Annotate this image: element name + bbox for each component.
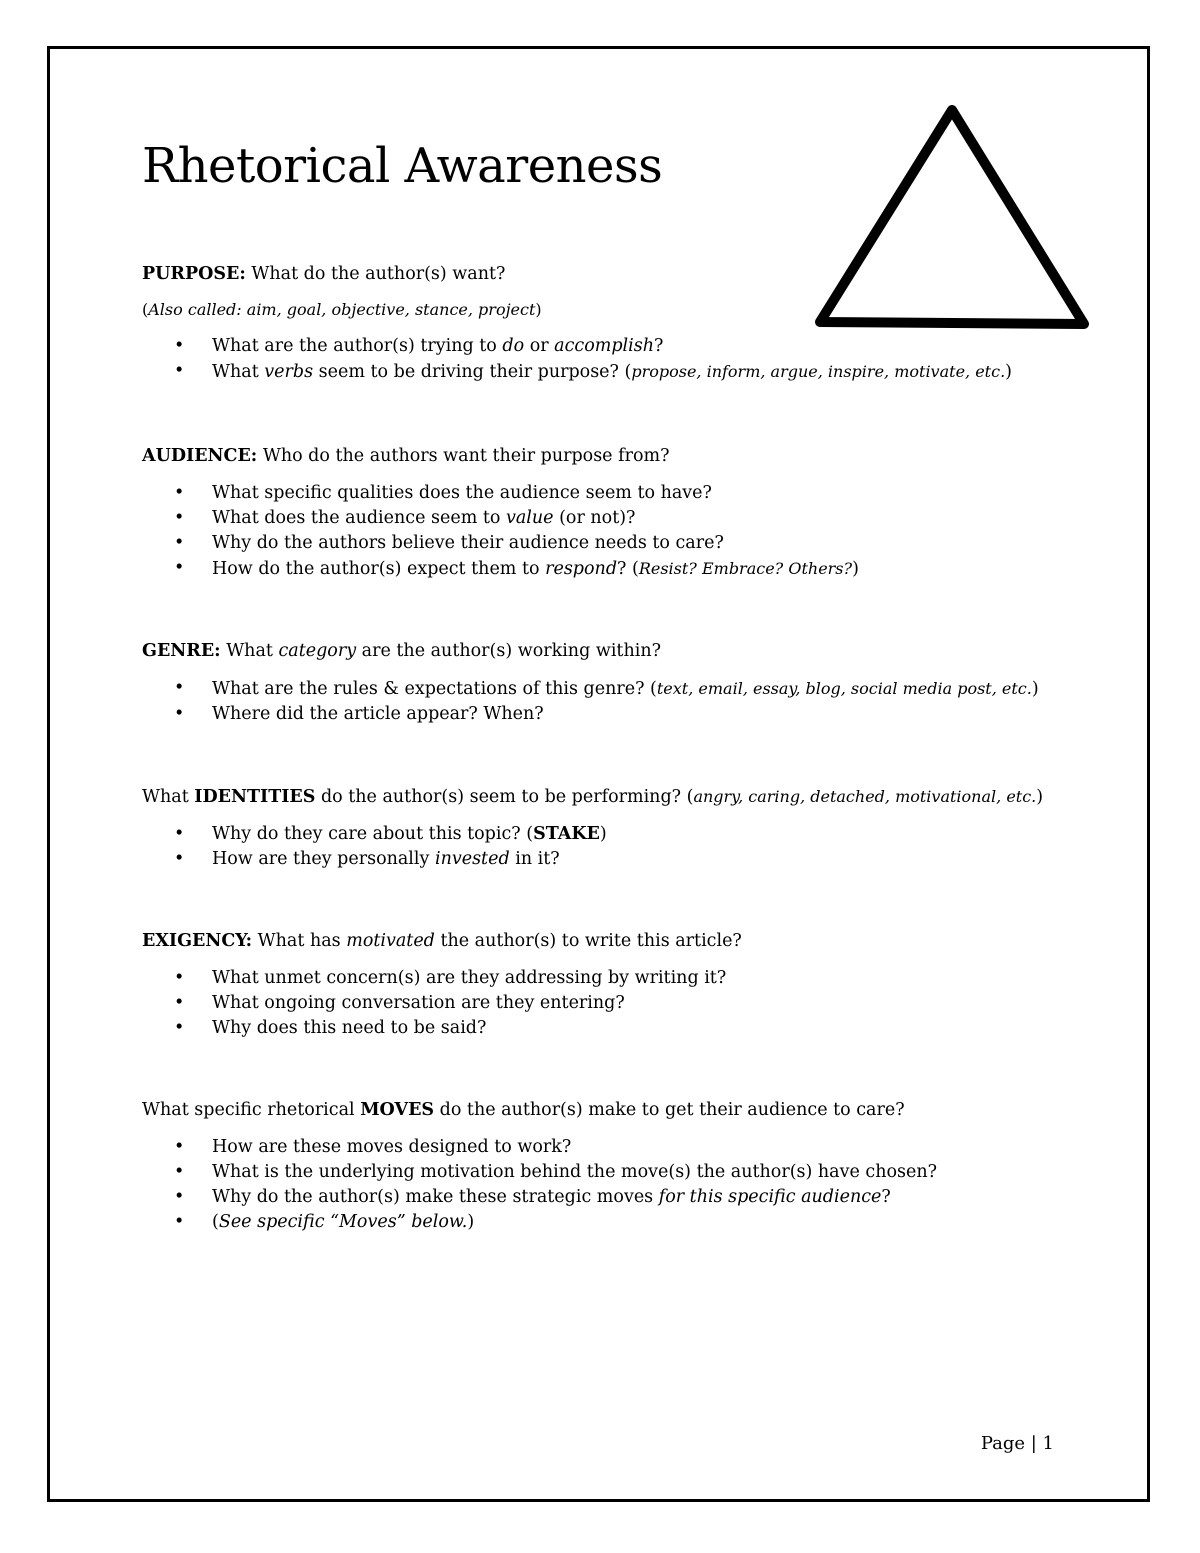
list-item: • Where did the article appear? When?: [142, 702, 1082, 727]
list-item: • What verbs seem to be driving their purpose? (propose, inform, argue, inspire, motivate, etc.): [142, 359, 1082, 385]
genre-label: GENRE:: [142, 641, 221, 661]
moves-label: MOVES: [360, 1100, 435, 1120]
purpose-list: [142, 334, 1082, 385]
genre-section: [142, 639, 1082, 727]
list-item: • What is the underlying motivation behind the move(s) the author(s) have chosen?: [142, 1160, 1082, 1185]
list-item: • What ongoing conversation are they entering?: [142, 991, 1082, 1016]
identities-section: [142, 784, 1082, 872]
exigency-heading: EXIGENCY: What has motivated the author(s) to write this article?: [142, 931, 742, 951]
document-body: [142, 262, 1082, 1235]
list-item: • (See specific “Moves” below.): [142, 1210, 1082, 1235]
audience-list: [142, 481, 1082, 582]
moves-heading: What specific rhetorical MOVES do the author(s) make to get their audience to care?: [142, 1100, 905, 1120]
exigency-label: EXIGENCY:: [142, 931, 253, 951]
purpose-note: (Also called: aim, goal, objective, stance, project): [142, 300, 542, 319]
list-item: • Why does this need to be said?: [142, 1016, 1082, 1041]
list-item: • What does the audience seem to value (or not)?: [142, 506, 1082, 531]
genre-heading: GENRE: What category are the author(s) working within?: [142, 641, 661, 661]
exigency-section: [142, 929, 1082, 1041]
page-number: Page | 1: [980, 1433, 1054, 1454]
list-item: • How are these moves designed to work?: [142, 1135, 1082, 1160]
page-title: Rhetorical Awareness: [142, 138, 663, 194]
genre-list: [142, 676, 1082, 727]
list-item: • What specific qualities does the audience seem to have?: [142, 481, 1082, 506]
audience-section: [142, 444, 1082, 582]
purpose-label: PURPOSE:: [142, 264, 246, 284]
list-item: • Why do the author(s) make these strategic moves for this specific audience?: [142, 1185, 1082, 1210]
exigency-list: [142, 966, 1082, 1041]
list-item: • What unmet concern(s) are they addressing by writing it?: [142, 966, 1082, 991]
moves-list: [142, 1135, 1082, 1235]
purpose-question: What do the author(s) want?: [245, 264, 506, 284]
moves-section: [142, 1098, 1082, 1235]
audience-label: AUDIENCE:: [142, 446, 258, 466]
purpose-section: [142, 262, 1082, 385]
purpose-heading: [142, 262, 1082, 287]
list-item: • What are the rules & expectations of this genre? (text, email, essay, blog, social media post, etc.): [142, 676, 1082, 702]
identities-label: IDENTITIES: [194, 787, 316, 807]
list-item: • What are the author(s) trying to do or accomplish?: [142, 334, 1082, 359]
list-item: • Why do they care about this topic? (STAKE): [142, 822, 1082, 847]
audience-heading: [142, 444, 1082, 469]
list-item: • How are they personally invested in it?: [142, 847, 1082, 872]
list-item: • How do the author(s) expect them to respond? (Resist? Embrace? Others?): [142, 556, 1082, 582]
purpose-note-text: Also called: aim, goal, objective, stance, project: [148, 300, 536, 319]
identities-list: [142, 822, 1082, 872]
identities-heading: What IDENTITIES do the author(s) seem to be performing? (angry, caring, detached, motivational, etc.): [142, 787, 1044, 807]
list-item: • Why do the authors believe their audience needs to care?: [142, 531, 1082, 556]
audience-question: Who do the authors want their purpose from?: [257, 446, 670, 466]
